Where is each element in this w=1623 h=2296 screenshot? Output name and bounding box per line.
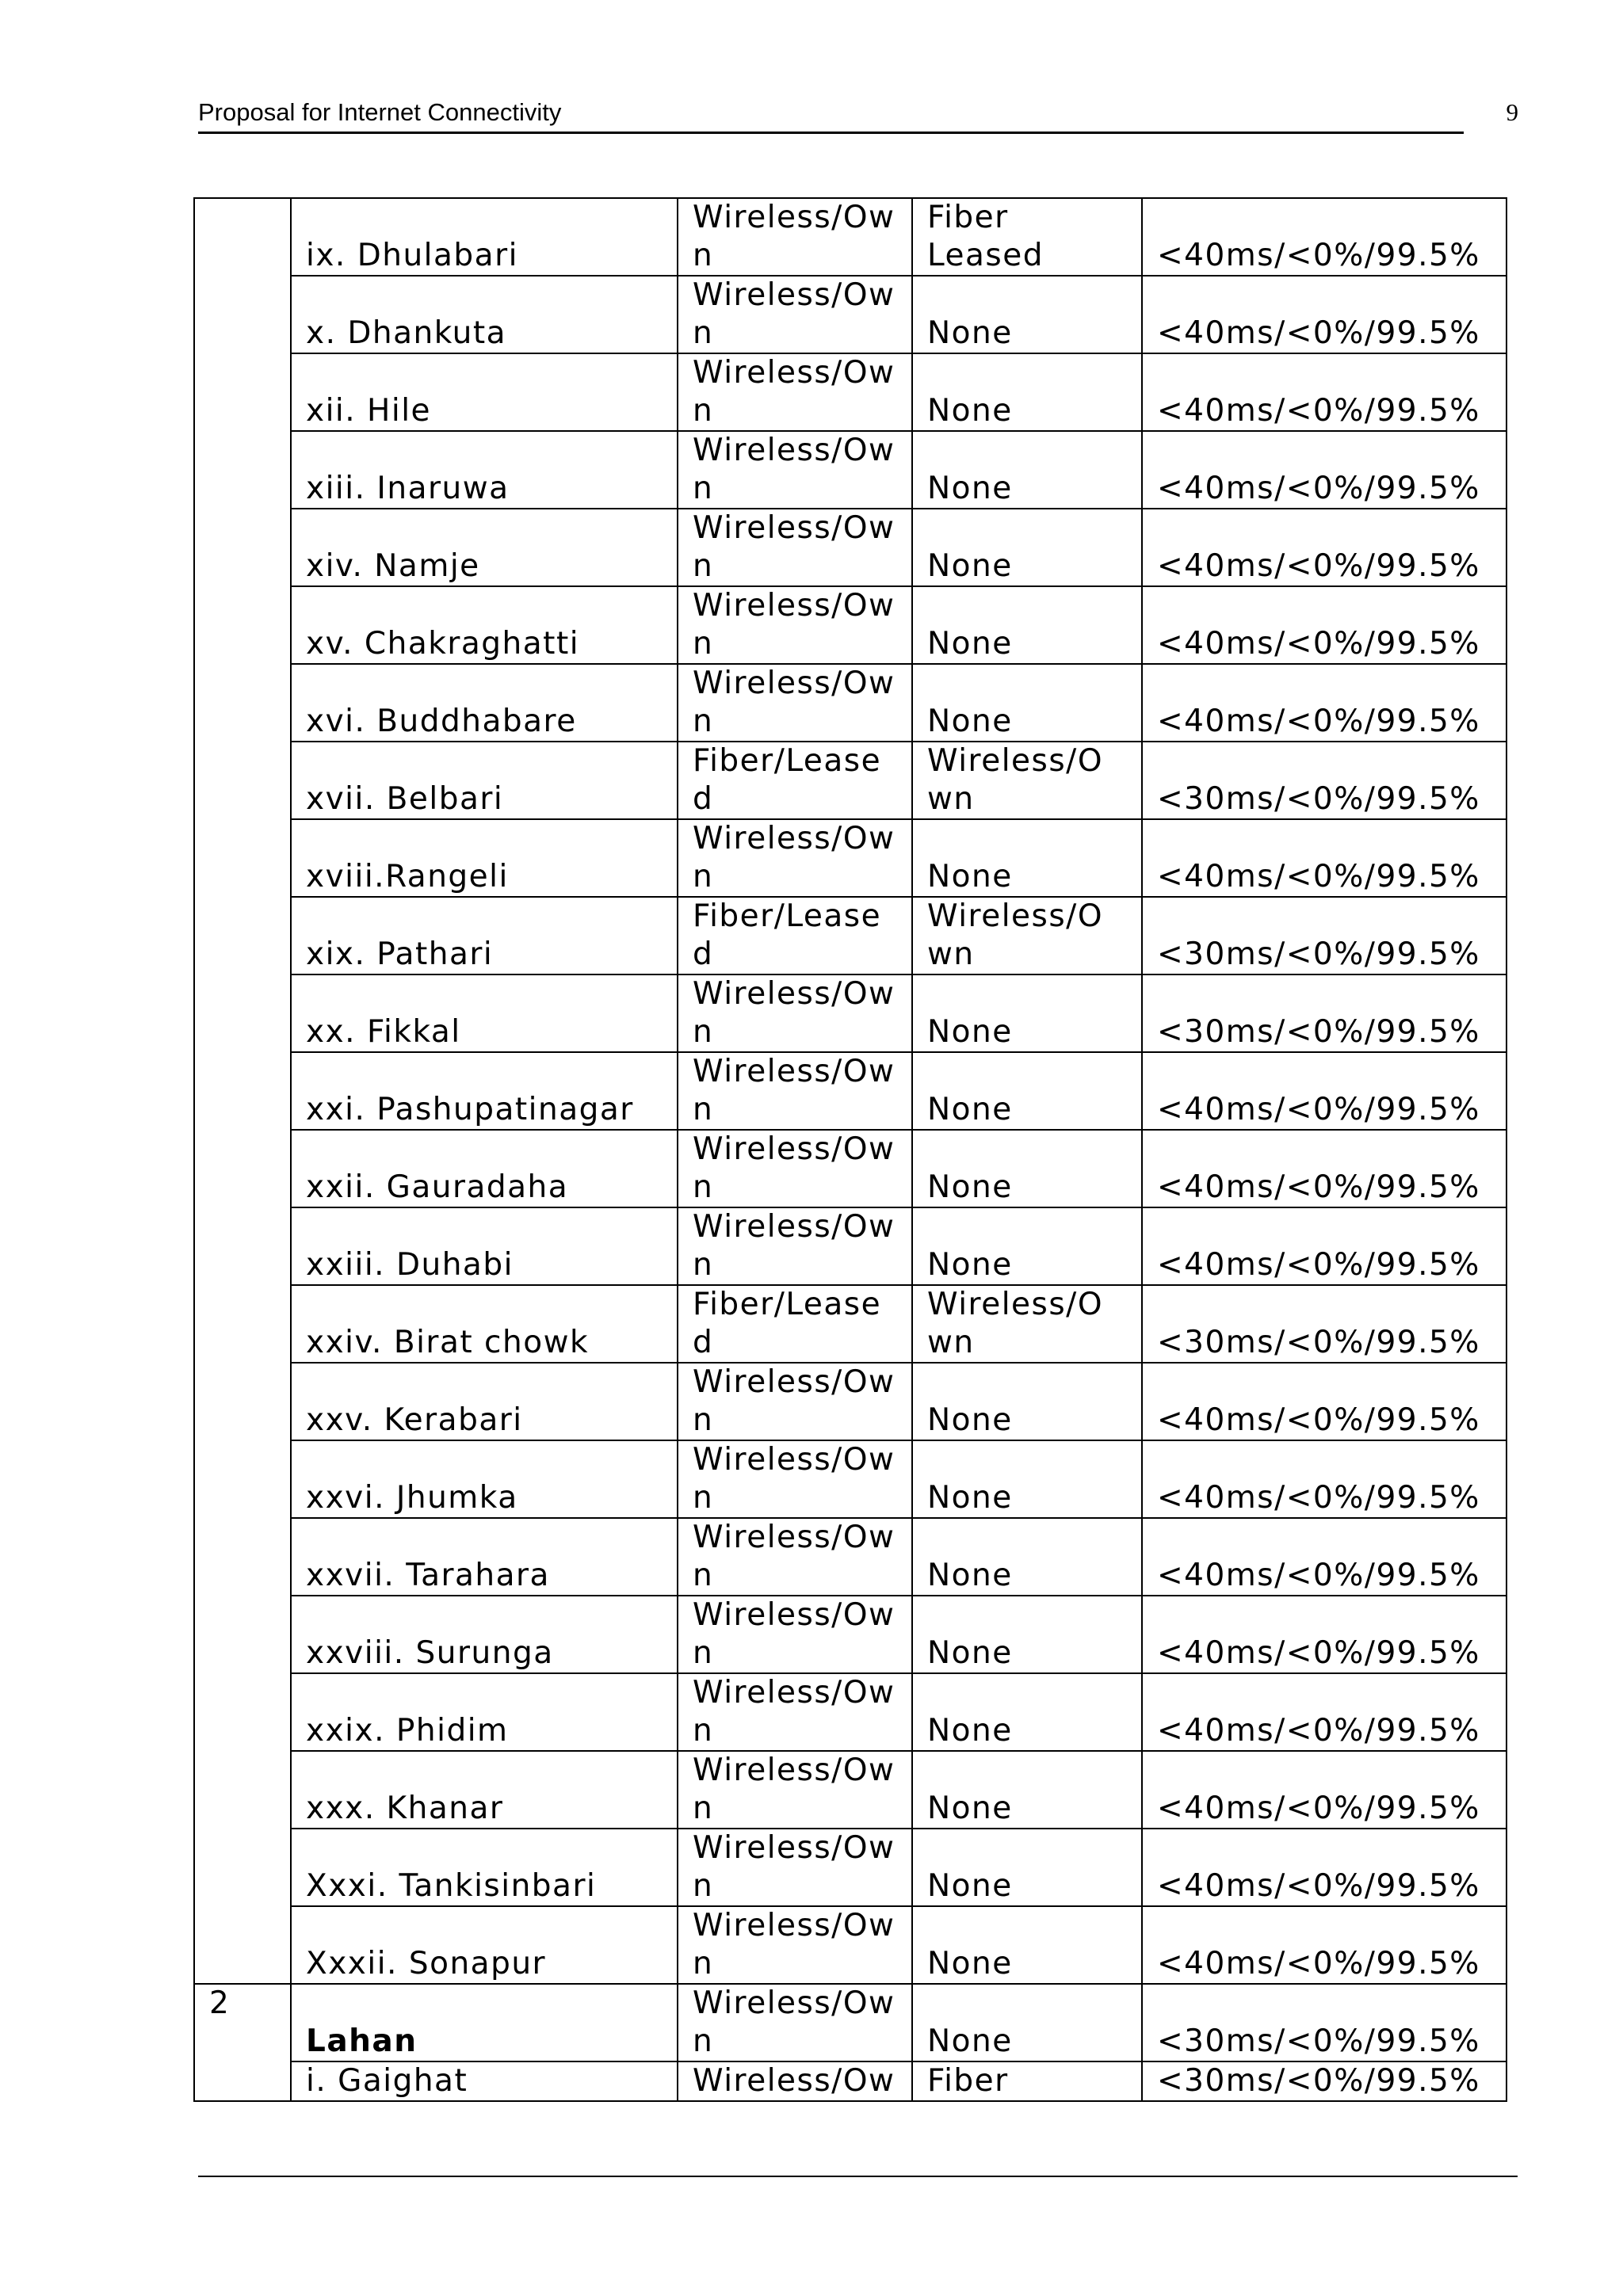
backup-link-cell-line: None — [927, 471, 1013, 506]
site-name-cell: xxi. Pashupatinagar — [291, 1052, 678, 1130]
site-name-cell: xxviii. Surunga — [291, 1596, 678, 1673]
backup-link-cell-line: None — [927, 1402, 1013, 1438]
primary-link-cell-line: n — [693, 1480, 714, 1516]
sla-cell: <40ms/<0%/99.5% — [1142, 819, 1507, 897]
primary-link-cell — [678, 742, 912, 819]
backup-link-cell-line: None — [927, 1791, 1013, 1826]
primary-link-cell — [678, 1363, 912, 1440]
backup-link-cell — [912, 586, 1142, 664]
backup-link-cell — [912, 1207, 1142, 1285]
backup-link-cell — [912, 1596, 1142, 1673]
sla-cell: <40ms/<0%/99.5% — [1142, 1518, 1507, 1596]
backup-link-cell-line: None — [927, 315, 1013, 351]
site-name-cell: xxix. Phidim — [291, 1673, 678, 1751]
sla-cell: <40ms/<0%/99.5% — [1142, 586, 1507, 664]
backup-link-cell — [912, 1984, 1142, 2061]
primary-link-cell-line: Wireless/Ow — [693, 1985, 896, 2021]
backup-link-cell-line: None — [927, 1946, 1013, 1981]
primary-link-cell-line: Wireless/Ow — [693, 1520, 896, 1555]
primary-link-cell-line: n — [693, 1791, 714, 1826]
site-name-cell: xxvii. Tarahara — [291, 1518, 678, 1596]
table-row — [194, 1829, 1507, 1906]
primary-link-cell — [678, 1906, 912, 1984]
primary-link-cell-line: Wireless/Ow — [693, 1364, 896, 1400]
backup-link-cell-line: wn — [927, 781, 975, 817]
sla-cell: <40ms/<0%/99.5% — [1142, 1906, 1507, 1984]
primary-link-cell-line: n — [693, 626, 714, 662]
backup-link-cell-line: Fiber — [927, 2063, 1009, 2099]
backup-link-cell-line: None — [927, 704, 1013, 739]
site-name-cell: xix. Pathari — [291, 897, 678, 974]
primary-link-cell-line: Wireless/Ow — [693, 1131, 896, 1167]
primary-link-cell-line: n — [693, 238, 714, 273]
primary-link-cell-line: Wireless/Ow — [693, 821, 896, 856]
primary-link-cell-line: Fiber/Lease — [693, 898, 882, 934]
backup-link-cell — [912, 974, 1142, 1052]
backup-link-cell — [912, 1052, 1142, 1130]
primary-link-cell — [678, 1052, 912, 1130]
sla-cell: <40ms/<0%/99.5% — [1142, 1596, 1507, 1673]
primary-link-cell-line: n — [693, 1092, 714, 1127]
backup-link-cell — [912, 897, 1142, 974]
site-name-cell: i. Gaighat — [291, 2061, 678, 2101]
sla-cell: <40ms/<0%/99.5% — [1142, 1673, 1507, 1751]
sla-cell: <40ms/<0%/99.5% — [1142, 353, 1507, 431]
backup-link-cell-line: None — [927, 1092, 1013, 1127]
sla-cell: <30ms/<0%/99.5% — [1142, 897, 1507, 974]
table-row — [194, 1596, 1507, 1673]
table-row — [194, 1440, 1507, 1518]
site-name-cell: xxii. Gauradaha — [291, 1130, 678, 1207]
site-name-cell: Xxxi. Tankisinbari — [291, 1829, 678, 1906]
site-name-cell: xvii. Belbari — [291, 742, 678, 819]
primary-link-cell-line: Fiber/Lease — [693, 1287, 882, 1322]
section-number-cell: 2 — [194, 1984, 291, 2101]
backup-link-cell — [912, 819, 1142, 897]
backup-link-cell-line: Wireless/O — [927, 743, 1104, 779]
page-header-title: Proposal for Internet Connectivity — [198, 98, 562, 126]
sla-cell: <40ms/<0%/99.5% — [1142, 1440, 1507, 1518]
table-row — [194, 276, 1507, 353]
table-row — [194, 431, 1507, 509]
primary-link-cell-line: Wireless/Ow — [693, 1675, 896, 1711]
primary-link-cell — [678, 1673, 912, 1751]
primary-link-cell-line: Wireless/Ow — [693, 1753, 896, 1788]
backup-link-cell-line: None — [927, 1713, 1013, 1749]
backup-link-cell-line: wn — [927, 1325, 975, 1360]
sla-cell: <40ms/<0%/99.5% — [1142, 664, 1507, 742]
site-name-cell: xiv. Namje — [291, 509, 678, 586]
backup-link-cell-line: Leased — [927, 238, 1044, 273]
backup-link-cell — [912, 1829, 1142, 1906]
sla-cell: <40ms/<0%/99.5% — [1142, 431, 1507, 509]
backup-link-cell — [912, 2061, 1142, 2101]
backup-link-cell-line: None — [927, 1558, 1013, 1593]
primary-link-cell-line: Wireless/Ow — [693, 1830, 896, 1866]
table-row — [194, 586, 1507, 664]
sla-cell: <30ms/<0%/99.5% — [1142, 742, 1507, 819]
primary-link-cell-line: n — [693, 393, 714, 429]
primary-link-cell-line: Fiber/Lease — [693, 743, 882, 779]
backup-link-cell-line: None — [927, 626, 1013, 662]
primary-link-cell — [678, 198, 912, 276]
connectivity-table — [193, 197, 1507, 2102]
site-name-cell: Xxxii. Sonapur — [291, 1906, 678, 1984]
sla-cell: <40ms/<0%/99.5% — [1142, 1363, 1507, 1440]
backup-link-cell — [912, 431, 1142, 509]
primary-link-cell-line: Wireless/Ow — [693, 510, 896, 546]
primary-link-cell — [678, 431, 912, 509]
primary-link-cell-line: Wireless/Ow — [693, 588, 896, 624]
primary-link-cell — [678, 1829, 912, 1906]
backup-link-cell — [912, 1285, 1142, 1363]
site-name-cell: xv. Chakraghatti — [291, 586, 678, 664]
site-name-cell: xii. Hile — [291, 353, 678, 431]
primary-link-cell-line: n — [693, 315, 714, 351]
table-row — [194, 1518, 1507, 1596]
sla-cell: <30ms/<0%/99.5% — [1142, 1285, 1507, 1363]
backup-link-cell-line: None — [927, 1169, 1013, 1205]
site-name-cell: Lahan — [291, 1984, 678, 2061]
primary-link-cell-line: Wireless/Ow — [693, 1442, 896, 1478]
backup-link-cell — [912, 198, 1142, 276]
backup-link-cell — [912, 1518, 1142, 1596]
primary-link-cell-line: n — [693, 1014, 714, 1050]
table-row — [194, 974, 1507, 1052]
site-name-cell: ix. Dhulabari — [291, 198, 678, 276]
table-row — [194, 509, 1507, 586]
table-row — [194, 1052, 1507, 1130]
primary-link-cell-line: Wireless/Ow — [693, 666, 896, 701]
primary-link-cell — [678, 819, 912, 897]
site-name-cell: xxv. Kerabari — [291, 1363, 678, 1440]
site-name-cell: xxiv. Birat chowk — [291, 1285, 678, 1363]
backup-link-cell-line: None — [927, 548, 1013, 584]
primary-link-cell-line: n — [693, 1558, 714, 1593]
primary-link-cell-line: n — [693, 704, 714, 739]
site-name-cell: xvi. Buddhabare — [291, 664, 678, 742]
primary-link-cell — [678, 664, 912, 742]
site-name-cell: xxx. Khanar — [291, 1751, 678, 1829]
table-row — [194, 819, 1507, 897]
primary-link-cell-line: Wireless/Ow — [693, 1209, 896, 1245]
sla-cell: <30ms/<0%/99.5% — [1142, 2061, 1507, 2101]
primary-link-cell-line: Wireless/Ow — [693, 1908, 896, 1943]
primary-link-cell — [678, 1285, 912, 1363]
backup-link-cell-line: Wireless/O — [927, 898, 1104, 934]
primary-link-cell — [678, 1207, 912, 1285]
primary-link-cell-line: Wireless/Ow — [693, 2063, 896, 2099]
backup-link-cell — [912, 742, 1142, 819]
primary-link-cell — [678, 353, 912, 431]
primary-link-cell-line: n — [693, 1169, 714, 1205]
backup-link-cell-line: None — [927, 1014, 1013, 1050]
sla-cell: <40ms/<0%/99.5% — [1142, 509, 1507, 586]
primary-link-cell-line: n — [693, 1713, 714, 1749]
primary-link-cell-line: Wireless/Ow — [693, 277, 896, 313]
primary-link-cell — [678, 1984, 912, 2061]
backup-link-cell-line: None — [927, 1480, 1013, 1516]
primary-link-cell-line: n — [693, 2023, 714, 2059]
primary-link-cell-line: Wireless/Ow — [693, 200, 896, 235]
section-number-cell — [194, 198, 291, 1984]
primary-link-cell-line: n — [693, 548, 714, 584]
primary-link-cell-line: Wireless/Ow — [693, 1597, 896, 1633]
sla-cell: <40ms/<0%/99.5% — [1142, 1207, 1507, 1285]
backup-link-cell-line: None — [927, 1868, 1013, 1904]
backup-link-cell — [912, 1673, 1142, 1751]
backup-link-cell — [912, 509, 1142, 586]
primary-link-cell-line: n — [693, 1868, 714, 1904]
primary-link-cell-line: d — [693, 781, 714, 817]
table-row — [194, 1285, 1507, 1363]
primary-link-cell — [678, 1440, 912, 1518]
table-row — [194, 353, 1507, 431]
backup-link-cell-line: Fiber — [927, 200, 1009, 235]
sla-cell: <40ms/<0%/99.5% — [1142, 1052, 1507, 1130]
site-name-cell: x. Dhankuta — [291, 276, 678, 353]
backup-link-cell-line: None — [927, 2023, 1013, 2059]
primary-link-cell — [678, 1130, 912, 1207]
primary-link-cell-line: n — [693, 1247, 714, 1283]
sla-cell: <40ms/<0%/99.5% — [1142, 198, 1507, 276]
backup-link-cell-line: None — [927, 393, 1013, 429]
header-rule — [198, 132, 1464, 134]
primary-link-cell — [678, 1518, 912, 1596]
table-row — [194, 1906, 1507, 1984]
site-name-cell: xx. Fikkal — [291, 974, 678, 1052]
sla-cell: <40ms/<0%/99.5% — [1142, 1829, 1507, 1906]
site-name-cell: xiii. Inaruwa — [291, 431, 678, 509]
sla-cell: <40ms/<0%/99.5% — [1142, 1751, 1507, 1829]
primary-link-cell-line: n — [693, 471, 714, 506]
primary-link-cell-line: Wireless/Ow — [693, 1054, 896, 1089]
backup-link-cell — [912, 1363, 1142, 1440]
table-row — [194, 1751, 1507, 1829]
table-row — [194, 2061, 1507, 2101]
backup-link-cell — [912, 1751, 1142, 1829]
primary-link-cell-line: Wireless/Ow — [693, 355, 896, 391]
primary-link-cell-line: n — [693, 1946, 714, 1981]
primary-link-cell — [678, 897, 912, 974]
backup-link-cell-line: None — [927, 1247, 1013, 1283]
primary-link-cell — [678, 276, 912, 353]
primary-link-cell — [678, 509, 912, 586]
backup-link-cell-line: wn — [927, 936, 975, 972]
table-row — [194, 1130, 1507, 1207]
primary-link-cell-line: Wireless/Ow — [693, 433, 896, 468]
table-row — [194, 664, 1507, 742]
primary-link-cell — [678, 1751, 912, 1829]
site-name-cell: xviii.Rangeli — [291, 819, 678, 897]
sla-cell: <40ms/<0%/99.5% — [1142, 276, 1507, 353]
primary-link-cell-line: n — [693, 1402, 714, 1438]
sla-cell: <30ms/<0%/99.5% — [1142, 974, 1507, 1052]
connectivity-table-body — [194, 198, 1507, 2101]
backup-link-cell-line: Wireless/O — [927, 1287, 1104, 1322]
backup-link-cell — [912, 276, 1142, 353]
primary-link-cell — [678, 1596, 912, 1673]
table-row — [194, 1207, 1507, 1285]
site-name-cell: xxiii. Duhabi — [291, 1207, 678, 1285]
table-row — [194, 897, 1507, 974]
primary-link-cell — [678, 974, 912, 1052]
primary-link-cell-line: d — [693, 1325, 714, 1360]
backup-link-cell-line: None — [927, 859, 1013, 894]
site-name-cell: xxvi. Jhumka — [291, 1440, 678, 1518]
primary-link-cell — [678, 586, 912, 664]
primary-link-cell-line: Wireless/Ow — [693, 976, 896, 1012]
sla-cell: <40ms/<0%/99.5% — [1142, 1130, 1507, 1207]
table-row — [194, 1363, 1507, 1440]
sla-cell: <30ms/<0%/99.5% — [1142, 1984, 1507, 2061]
backup-link-cell — [912, 1440, 1142, 1518]
backup-link-cell — [912, 664, 1142, 742]
table-row — [194, 742, 1507, 819]
primary-link-cell-line: n — [693, 1635, 714, 1671]
page-number: 9 — [1506, 98, 1518, 126]
primary-link-cell — [678, 2061, 912, 2101]
primary-link-cell-line: d — [693, 936, 714, 972]
backup-link-cell — [912, 1906, 1142, 1984]
backup-link-cell-line: None — [927, 1635, 1013, 1671]
backup-link-cell — [912, 1130, 1142, 1207]
table-row — [194, 1673, 1507, 1751]
primary-link-cell-line: n — [693, 859, 714, 894]
backup-link-cell — [912, 353, 1142, 431]
footer-rule — [198, 2176, 1518, 2177]
table-row — [194, 1984, 1507, 2061]
table-row — [194, 198, 1507, 276]
